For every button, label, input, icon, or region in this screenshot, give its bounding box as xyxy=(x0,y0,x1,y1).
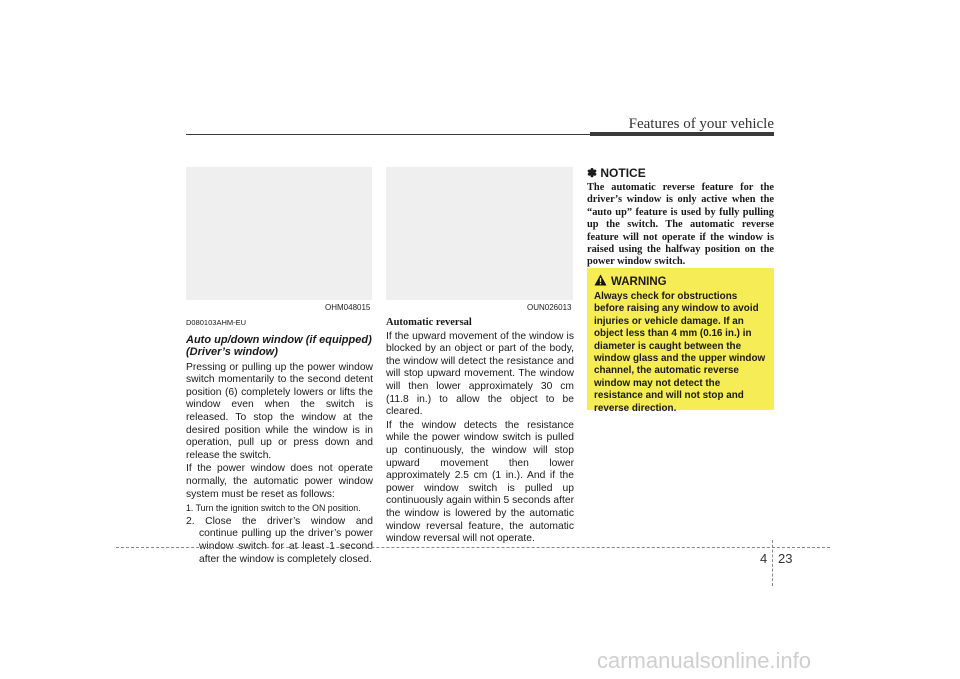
notice-title: ✽ NOTICE xyxy=(587,166,646,180)
notice-block xyxy=(587,166,774,269)
warning-title: WARNING xyxy=(611,275,667,288)
paragraph: If the upward movement of the window is blocked by an object or part of the body, the window will detect the resistance and will stop upward movement. The window will then lower approximately 30 cm (11.8 in.) to allow the object to be cleared. xyxy=(386,330,574,418)
warning-body: Always check for obstructions before raising any window to avoid injuries or vehicle damage. If an object less than 4 mm (0.16 in.) in diameter is caught between the window glass and the upper window channel, the automatic reverse window may not detect the resistance and will not stop and reverse direction. xyxy=(594,291,766,414)
middle-column xyxy=(386,317,574,547)
section-heading: Automatic reversal xyxy=(386,317,472,328)
page-number: 23 xyxy=(778,551,793,566)
window-switch-image xyxy=(186,167,372,300)
paragraph: Pressing or pulling up the power window switch momentarily to the second detent position (6) completely lowers or lifts the window even when the switch is released. To stop the window at the desired position while the window is in operation, pull up or press down and release the switch. xyxy=(186,361,373,461)
subtitle-line-1: Auto up/down window (if equipped) xyxy=(186,333,372,346)
left-column xyxy=(186,317,373,567)
subtitle-line-2: (Driver’s window) xyxy=(186,346,278,359)
paragraph: If the window detects the resistance while the power window switch is pulled up continuously, the window will stop upward movement then lower approximately 2.5 cm (1 in.). And if the power window switch is pulled up continuously again within 5 seconds after the window is lowered by the automatic window reversal feature, the automatic window reversal will not operate. xyxy=(386,419,574,545)
header-thick-rule xyxy=(590,132,774,136)
page-header-title: Features of your vehicle xyxy=(628,116,774,132)
reset-step-2: 2. Close the driver’s window and continue pulling up the driver’s power window switch for at least 1 second after the window is completely closed. xyxy=(186,515,373,565)
header-thin-rule xyxy=(186,134,590,135)
footer-dashed-rule xyxy=(116,547,830,548)
paragraph: If the power window does not operate normally, the automatic power window system must be reset as follows: xyxy=(186,463,373,500)
chapter-number: 4 xyxy=(760,551,768,566)
watermark-text: carmanualsonline.info xyxy=(597,648,812,673)
window-reversal-image xyxy=(386,167,573,300)
section-subtitle xyxy=(186,334,373,359)
notice-body: The automatic reverse feature for the driver’s window is only active when the “auto up” feature is used by fully pulling up the switch. The automatic reverse feature will not operate if the window is raised using the halfway position on the power window switch. xyxy=(587,182,774,268)
image-code-label: OHM048015 xyxy=(325,303,371,312)
reset-step-1: 1. Turn the ignition switch to the ON position. xyxy=(186,503,361,514)
footer-vertical-dashed-rule xyxy=(772,540,773,586)
warning-triangle-icon xyxy=(594,274,607,289)
warning-header xyxy=(594,274,768,289)
section-code: D080103AHM-EU xyxy=(186,318,247,327)
warning-box xyxy=(587,268,774,414)
image-code-label: OUN026013 xyxy=(527,303,572,312)
